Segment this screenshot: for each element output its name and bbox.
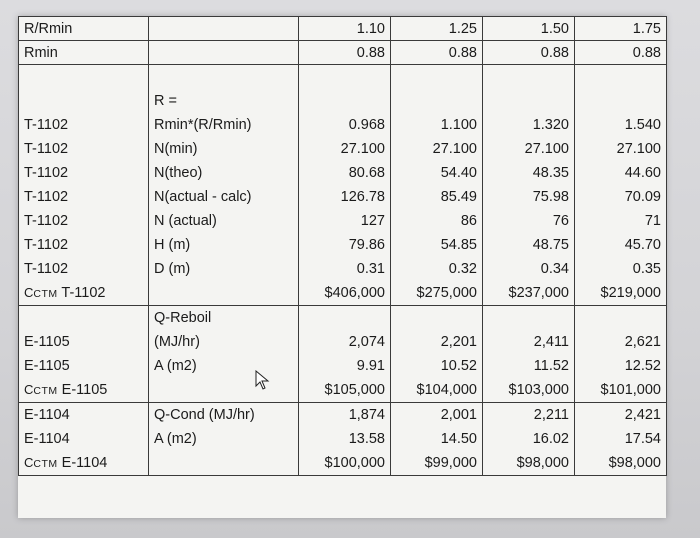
reboiler-param-cell xyxy=(149,306,299,403)
param-label: N(theo) xyxy=(154,165,203,181)
cost-cell: $103,000 xyxy=(508,382,569,398)
unit-label: T-1102 xyxy=(24,213,69,229)
unit-label: T-1102 xyxy=(24,165,69,181)
param-label: Q-Cond (MJ/hr) xyxy=(154,407,255,423)
unit-label: E-1104 xyxy=(24,407,70,423)
cost-cell: $406,000 xyxy=(324,285,385,301)
value-cell: 16.02 xyxy=(532,431,569,447)
unit-label: T-1102 xyxy=(24,189,69,205)
value-cell: 1.540 xyxy=(624,117,661,133)
header-value: 0.88 xyxy=(391,41,483,65)
reboiler-col-3 xyxy=(483,306,575,403)
cost-cell: $275,000 xyxy=(416,285,477,301)
header-value: 0.88 xyxy=(299,41,391,65)
header-value: 0.88 xyxy=(483,41,575,65)
tower-unit-cell xyxy=(19,65,149,306)
value-cell: 54.85 xyxy=(440,237,477,253)
header-row-r-rmin xyxy=(19,17,667,41)
header-value: 1.10 xyxy=(299,17,391,41)
value-cell: 27.100 xyxy=(340,141,385,157)
value-cell: 12.52 xyxy=(624,358,661,374)
condenser-block xyxy=(19,403,667,476)
ctm-label: CCTM E-1104 xyxy=(24,455,108,471)
param-label: N (actual) xyxy=(154,213,217,229)
value-cell: 27.100 xyxy=(616,141,661,157)
reboiler-col-1 xyxy=(299,306,391,403)
ctm-label: CCTM E-1105 xyxy=(24,382,108,398)
unit-label: E-1104 xyxy=(24,431,70,447)
value-cell: 54.40 xyxy=(440,165,477,181)
value-cell: 9.91 xyxy=(356,358,385,374)
header-label: Rmin xyxy=(19,41,149,65)
unit-label: E-1105 xyxy=(24,358,70,374)
tower-col-1 xyxy=(299,65,391,306)
value-cell: 11.52 xyxy=(533,358,569,374)
header-value: 1.75 xyxy=(575,17,667,41)
value-cell: 2,074 xyxy=(348,334,385,350)
value-cell: 127 xyxy=(360,213,385,229)
condenser-col-4 xyxy=(575,403,667,476)
cost-cell: $104,000 xyxy=(416,382,477,398)
reboiler-col-2 xyxy=(391,306,483,403)
unit-label: T-1102 xyxy=(24,261,69,277)
value-cell: 13.58 xyxy=(348,431,385,447)
condenser-col-3 xyxy=(483,403,575,476)
value-cell: 86 xyxy=(460,213,477,229)
ctm-label: CCTM T-1102 xyxy=(24,285,106,301)
value-cell: 1.100 xyxy=(440,117,477,133)
value-cell: 0.34 xyxy=(540,261,569,277)
cost-cell: $219,000 xyxy=(600,285,661,301)
condenser-col-1 xyxy=(299,403,391,476)
param-label: Rmin*(R/Rmin) xyxy=(154,117,252,133)
value-cell: 2,201 xyxy=(440,334,477,350)
reboiler-col-4 xyxy=(575,306,667,403)
value-cell: 2,421 xyxy=(624,407,661,423)
cost-cell: $237,000 xyxy=(508,285,569,301)
tower-col-3 xyxy=(483,65,575,306)
value-cell: 0.35 xyxy=(632,261,661,277)
param-label: D (m) xyxy=(154,261,191,277)
q-label: Q-Reboil xyxy=(154,310,212,326)
header-label: R/Rmin xyxy=(19,17,149,41)
value-cell: 75.98 xyxy=(532,189,569,205)
cost-cell: $98,000 xyxy=(608,455,661,471)
empty-cell xyxy=(149,41,299,65)
spreadsheet-table xyxy=(18,16,666,518)
tower-block xyxy=(19,65,667,306)
unit-label: E-1105 xyxy=(24,334,70,350)
unit-label: T-1102 xyxy=(24,141,69,157)
value-cell: 10.52 xyxy=(440,358,477,374)
value-cell: 17.54 xyxy=(624,431,661,447)
reboiler-block xyxy=(19,306,667,403)
value-cell: 2,621 xyxy=(624,334,661,350)
header-value: 1.25 xyxy=(391,17,483,41)
value-cell: 27.100 xyxy=(432,141,477,157)
tower-param-cell xyxy=(149,65,299,306)
value-cell: 1.320 xyxy=(532,117,569,133)
header-row-rmin xyxy=(19,41,667,65)
condenser-param-cell xyxy=(149,403,299,476)
tower-col-4 xyxy=(575,65,667,306)
value-cell: 71 xyxy=(644,213,661,229)
param-label: (MJ/hr) xyxy=(154,334,200,350)
cost-cell: $98,000 xyxy=(516,455,569,471)
cost-cell: $105,000 xyxy=(324,382,385,398)
cost-cell: $99,000 xyxy=(424,455,477,471)
param-label: A (m2) xyxy=(154,431,197,447)
condenser-unit-cell xyxy=(19,403,149,476)
value-cell: 48.75 xyxy=(532,237,569,253)
value-cell: 126.78 xyxy=(340,189,385,205)
value-cell: 0.31 xyxy=(356,261,385,277)
param-label: H (m) xyxy=(154,237,191,253)
cost-cell: $100,000 xyxy=(324,455,385,471)
value-cell: 0.968 xyxy=(348,117,385,133)
empty-cell xyxy=(149,17,299,41)
value-cell: 2,411 xyxy=(533,334,569,350)
value-cell: 2,001 xyxy=(440,407,477,423)
unit-label: T-1102 xyxy=(24,117,69,133)
value-cell: 79.86 xyxy=(348,237,385,253)
value-cell: 44.60 xyxy=(624,165,661,181)
results-table xyxy=(18,16,667,476)
header-value: 0.88 xyxy=(575,41,667,65)
value-cell: 45.70 xyxy=(624,237,661,253)
param-label: N(actual - calc) xyxy=(154,189,252,205)
condenser-col-2 xyxy=(391,403,483,476)
value-cell: 80.68 xyxy=(348,165,385,181)
cost-cell: $101,000 xyxy=(600,382,661,398)
value-cell: 76 xyxy=(552,213,569,229)
value-cell: 14.50 xyxy=(440,431,477,447)
header-value: 1.50 xyxy=(483,17,575,41)
value-cell: 0.32 xyxy=(448,261,477,277)
value-cell: 2,211 xyxy=(533,407,569,423)
unit-label: T-1102 xyxy=(24,237,69,253)
param-label: N(min) xyxy=(154,141,198,157)
value-cell: 1,874 xyxy=(348,407,385,423)
value-cell: 27.100 xyxy=(524,141,569,157)
param-label: A (m2) xyxy=(154,358,197,374)
value-cell: 70.09 xyxy=(624,189,661,205)
r-label: R = xyxy=(154,93,177,109)
value-cell: 85.49 xyxy=(440,189,477,205)
value-cell: 48.35 xyxy=(532,165,569,181)
mouse-cursor-icon xyxy=(254,370,270,390)
reboiler-unit-cell xyxy=(19,306,149,403)
tower-col-2 xyxy=(391,65,483,306)
